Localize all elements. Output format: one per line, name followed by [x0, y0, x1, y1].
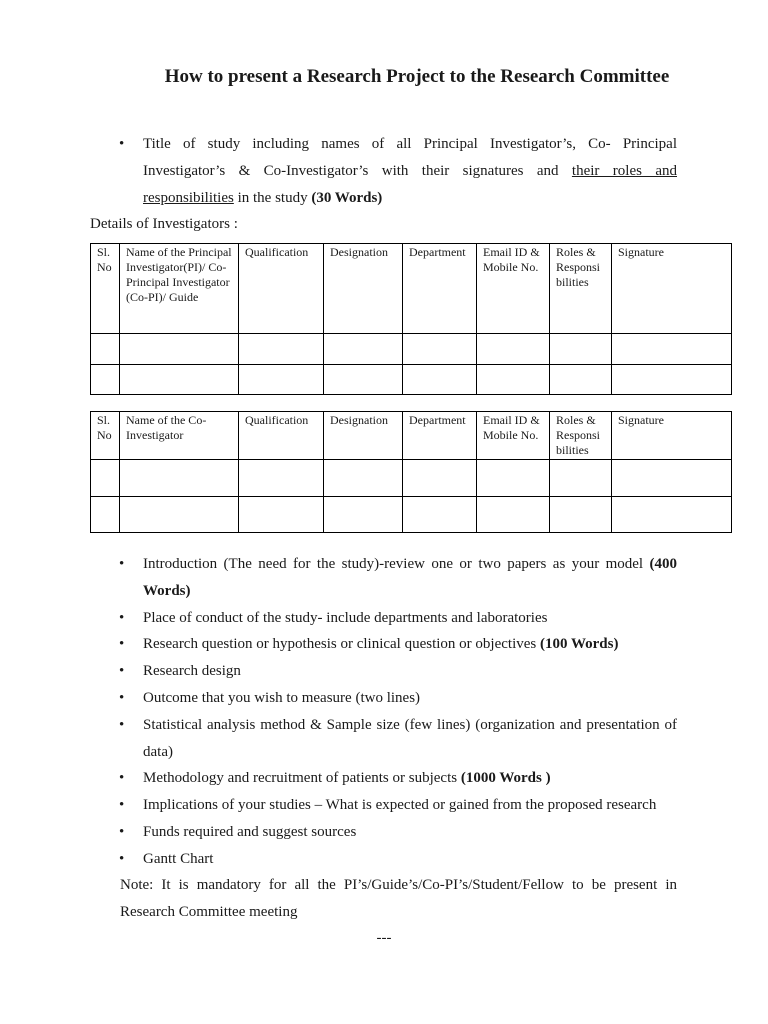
table-cell[interactable] [477, 365, 550, 395]
table-cell[interactable] [403, 460, 477, 497]
requirements-list [120, 551, 677, 873]
header-cell: Name of the Principal Investigator(PI)/ Co-Principal Investigator (Co-PI)/ Guide [120, 244, 239, 334]
table-cell[interactable] [550, 365, 612, 395]
table-cell[interactable] [477, 334, 550, 365]
table-cell[interactable] [477, 460, 550, 497]
table-cell[interactable] [239, 460, 324, 497]
pi-table-header-row [91, 244, 732, 334]
table-cell[interactable] [91, 365, 120, 395]
table-cell[interactable] [612, 334, 732, 365]
table-cell[interactable] [120, 497, 239, 533]
table-cell[interactable] [324, 460, 403, 497]
list-item-text: Methodology and recruitment of patients or subjects [143, 770, 461, 787]
table-cell[interactable] [120, 460, 239, 497]
table-cell[interactable] [612, 460, 732, 497]
header-cell: Name of the Co-Investigator [120, 412, 239, 460]
co-investigator-table [90, 411, 732, 533]
list-item-word-limit: (100 Words) [540, 636, 619, 653]
header-cell: Signature [612, 244, 732, 334]
co-investigator-header-row [91, 412, 732, 460]
list-item-text: Gantt Chart [143, 850, 214, 867]
header-cell: Department [403, 412, 477, 460]
bullet-underlined-text: their roles and responsibilities [143, 163, 677, 206]
end-mark: --- [376, 930, 392, 946]
bullet-icon: • [119, 136, 125, 152]
table-row [91, 460, 732, 497]
pi-table [90, 243, 732, 395]
table-cell[interactable] [550, 497, 612, 533]
list-item [120, 605, 677, 632]
list-item [120, 685, 677, 712]
table-cell[interactable] [612, 497, 732, 533]
list-item-text: Research design [143, 663, 241, 680]
table-cell[interactable] [612, 365, 732, 395]
list-item-text: Place of conduct of the study- include departments and laboratories [143, 609, 548, 626]
table-cell[interactable] [239, 334, 324, 365]
table-row [91, 497, 732, 533]
bullet-word-limit: (30 Words) [311, 190, 383, 206]
list-item [120, 658, 677, 685]
header-cell: Email ID & Mobile No. [477, 412, 550, 460]
header-cell: Roles & Responsi bilities [550, 244, 612, 334]
list-item [120, 819, 677, 846]
list-item [120, 792, 677, 819]
list-item-text: Outcome that you wish to measure (two lines) [143, 689, 421, 706]
table-row [91, 365, 732, 395]
bullet-text-cont: in the study [233, 190, 312, 206]
table-cell[interactable] [120, 365, 239, 395]
table-cell[interactable] [403, 497, 477, 533]
header-cell: Signature [612, 412, 732, 460]
table-cell[interactable] [550, 334, 612, 365]
header-cell: Email ID & Mobile No. [477, 244, 550, 334]
list-item [120, 765, 677, 792]
table-cell[interactable] [403, 365, 477, 395]
table-cell[interactable] [239, 365, 324, 395]
list-item-text: Implications of your studies – What is expected or gained from the proposed research [143, 797, 657, 814]
header-cell: Roles & Responsi bilities [550, 412, 612, 460]
table-cell[interactable] [239, 497, 324, 533]
table-cell[interactable] [91, 497, 120, 533]
title-of-study-bullet [120, 131, 677, 212]
list-item-text: Statistical analysis method & Sample size (few lines) (organization and presentation of data) [143, 716, 677, 760]
header-cell: Department [403, 244, 477, 334]
mandatory-note: Note: It is mandatory for all the PI’s/Guide’s/Co-PI’s/Student/Fellow to be present in Research Committee meeting [120, 877, 677, 920]
list-item [120, 631, 677, 658]
table-cell[interactable] [550, 460, 612, 497]
header-cell: Designation [324, 244, 403, 334]
list-item-text: Funds required and suggest sources [143, 823, 357, 840]
header-cell: Designation [324, 412, 403, 460]
table-cell[interactable] [324, 497, 403, 533]
details-label: Details of Investigators : [90, 216, 238, 232]
page-title: How to present a Research Project to the Research Committee [164, 66, 670, 87]
table-cell[interactable] [91, 460, 120, 497]
table-cell[interactable] [91, 334, 120, 365]
header-cell: Qualification [239, 412, 324, 460]
list-item [120, 551, 677, 605]
list-item-text: Research question or hypothesis or clinical question or objectives [143, 636, 540, 653]
list-item [120, 712, 677, 766]
list-item-word-limit: (400 Words) [143, 556, 677, 599]
header-cell: Sl. No [91, 412, 120, 460]
header-cell: Qualification [239, 244, 324, 334]
list-item [120, 846, 677, 873]
header-cell: Sl. No [91, 244, 120, 334]
table-cell[interactable] [324, 365, 403, 395]
table-cell[interactable] [477, 497, 550, 533]
bullet-text: Title of study including names of all Principal Investigator’s, Co- Principal Investigator’s & Co-Investigator’s with their signatures and [143, 136, 677, 179]
table-row [91, 334, 732, 365]
list-item-word-limit: (1000 Words ) [460, 770, 551, 787]
list-item-text: Introduction (The need for the study)-review one or two papers as your model [143, 556, 650, 572]
table-cell[interactable] [403, 334, 477, 365]
table-cell[interactable] [324, 334, 403, 365]
table-cell[interactable] [120, 334, 239, 365]
